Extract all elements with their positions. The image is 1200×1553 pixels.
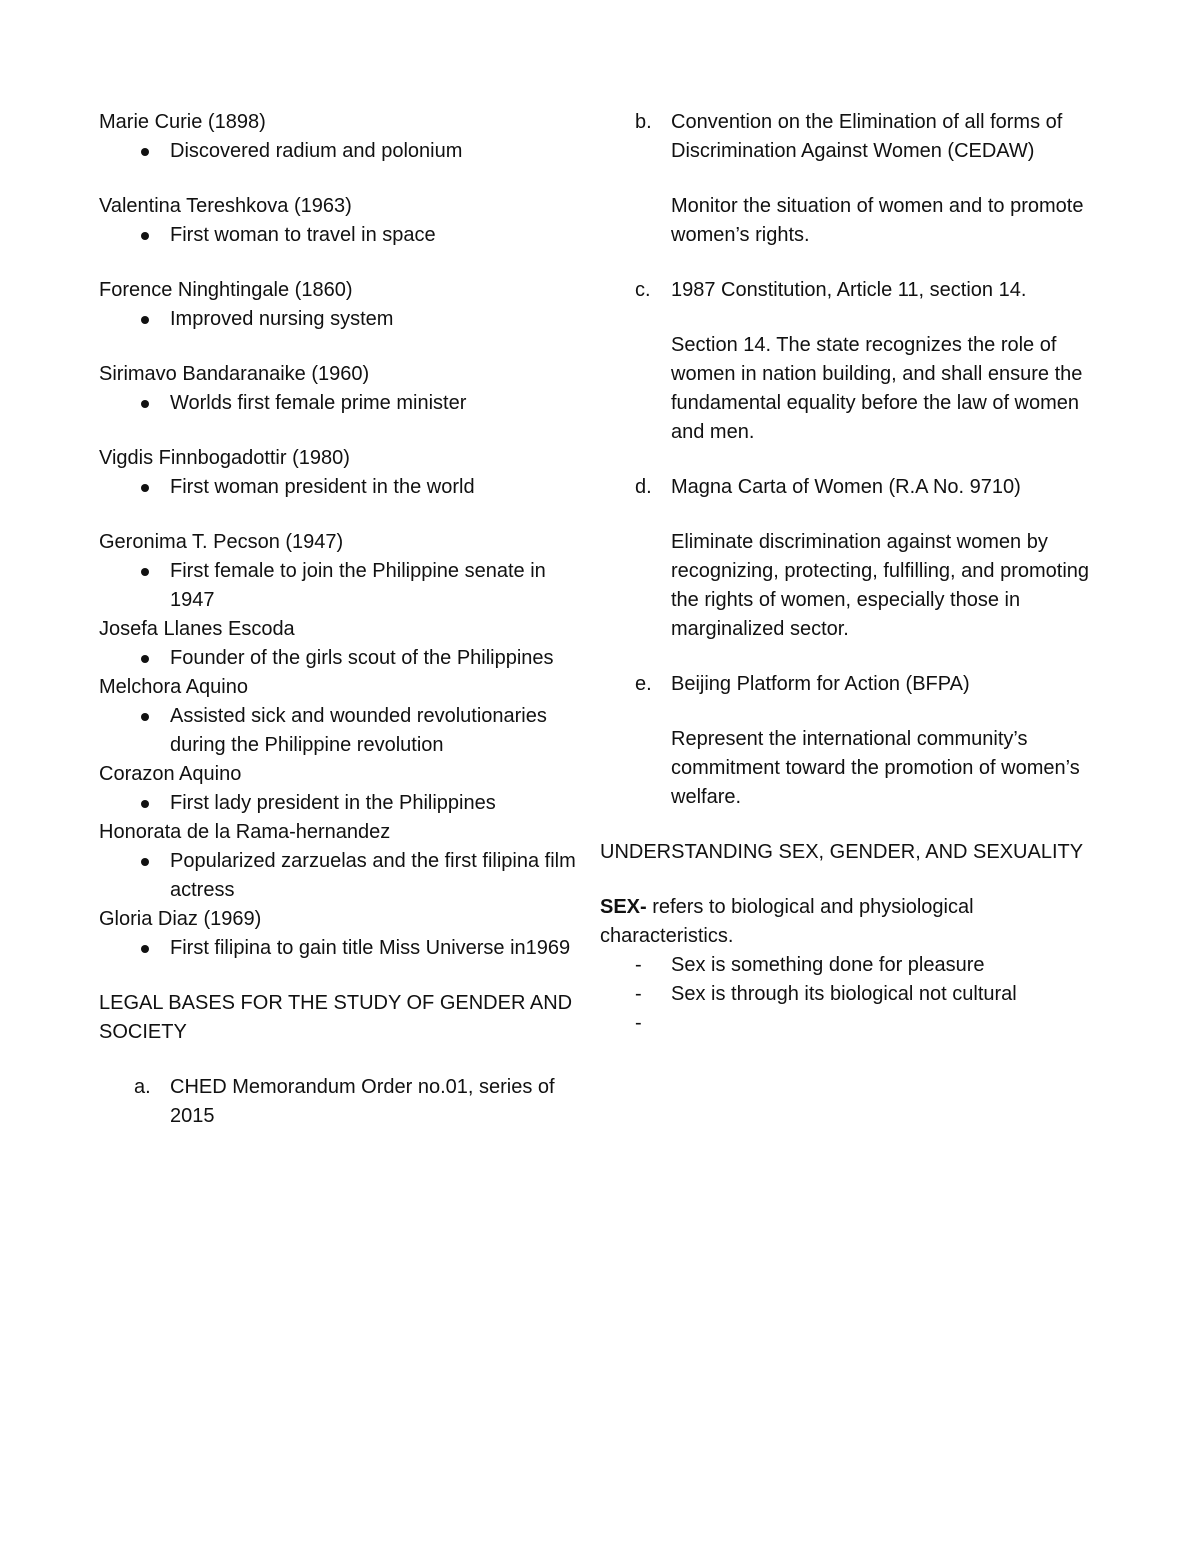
legal-item-e	[600, 670, 1090, 699]
list-marker: b.	[635, 111, 652, 133]
achievement-item: Founder of the girls scout of the Philippines	[99, 644, 589, 673]
achievement-list	[99, 221, 589, 250]
legal-bases-heading: LEGAL BASES FOR THE STUDY OF GENDER AND SOCIETY	[99, 992, 573, 1043]
achievement-item: First woman president in the world	[99, 473, 589, 502]
legal-item-description: Monitor the situation of women and to promote women’s rights.	[671, 195, 1084, 246]
legal-item-description: Eliminate discrimination against women by recognizing, protecting, fulfilling, and promoting the rights of women, especially those in marginalized sector.	[671, 531, 1090, 640]
legal-item-b	[600, 108, 1090, 166]
person-name: Valentina Tereshkova (1963)	[99, 195, 352, 217]
achievement-item: First lady president in the Philippines	[99, 789, 589, 818]
list-marker: e.	[635, 673, 652, 695]
achievement-item: First female to join the Philippine senate in 1947	[99, 557, 589, 615]
achievement-item: First filipina to gain title Miss Universe in1969	[99, 934, 589, 963]
person-name: Josefa Llanes Escoda	[99, 618, 295, 640]
achievement-list	[99, 557, 589, 615]
list-marker: d.	[635, 476, 652, 498]
person-name: Honorata de la Rama-hernandez	[99, 821, 391, 843]
achievement-list	[99, 847, 589, 905]
understanding-heading: UNDERSTANDING SEX, GENDER, AND SEXUALITY	[600, 841, 1084, 863]
left-column	[99, 108, 589, 1131]
legal-item-text: CHED Memorandum Order no.01, series of 2015	[170, 1076, 555, 1127]
list-item	[600, 951, 1090, 980]
achievement-item: First woman to travel in space	[99, 221, 589, 250]
achievement-list	[99, 305, 589, 334]
person-name: Forence Ninghtingale (1860)	[99, 279, 353, 301]
achievement-list	[99, 934, 589, 963]
legal-item-d	[600, 473, 1090, 502]
person-name: Geronima T. Pecson (1947)	[99, 531, 344, 553]
person-name: Melchora Aquino	[99, 676, 248, 698]
right-column	[600, 108, 1090, 1038]
sex-point-text: Sex is something done for pleasure	[671, 954, 985, 976]
dash-marker: -	[635, 1012, 642, 1034]
person-name: Marie Curie (1898)	[99, 111, 266, 133]
legal-item-title: Magna Carta of Women (R.A No. 9710)	[671, 476, 1021, 498]
achievement-list	[99, 644, 589, 673]
person-name: Vigdis Finnbogadottir (1980)	[99, 447, 350, 469]
person-name: Gloria Diaz (1969)	[99, 908, 262, 930]
achievement-list	[99, 137, 589, 166]
sex-definition	[600, 893, 1090, 951]
legal-item-c	[600, 276, 1090, 305]
person-name: Corazon Aquino	[99, 763, 242, 785]
list-item	[600, 1009, 1090, 1038]
legal-item-description: Represent the international community’s commitment toward the promotion of women’s welfare.	[671, 728, 1080, 808]
list-marker: c.	[635, 279, 651, 301]
sex-definition-text: refers to biological and physiological characteristics.	[600, 896, 974, 947]
achievement-item: Improved nursing system	[99, 305, 589, 334]
list-marker: a.	[134, 1076, 151, 1098]
legal-item-a	[99, 1073, 589, 1131]
list-item	[600, 980, 1090, 1009]
achievement-item: Worlds first female prime minister	[99, 389, 589, 418]
legal-item-title: Beijing Platform for Action (BFPA)	[671, 673, 970, 695]
achievement-list	[99, 389, 589, 418]
achievement-item: Popularized zarzuelas and the first filipina film actress	[99, 847, 589, 905]
sex-point-text: Sex is through its biological not cultural	[671, 983, 1017, 1005]
people-list	[99, 108, 589, 989]
legal-item-description: Section 14. The state recognizes the role of women in nation building, and shall ensure the fundamental equality before the law of women and men.	[671, 334, 1083, 443]
achievement-item: Discovered radium and polonium	[99, 137, 589, 166]
achievement-list	[99, 789, 589, 818]
dash-marker: -	[635, 954, 642, 976]
achievement-list	[99, 702, 589, 760]
person-name: Sirimavo Bandaranaike (1960)	[99, 363, 370, 385]
dash-marker: -	[635, 983, 642, 1005]
achievement-item: Assisted sick and wounded revolutionaries during the Philippine revolution	[99, 702, 589, 760]
legal-item-title: 1987 Constitution, Article 11, section 14.	[671, 279, 1027, 301]
achievement-list	[99, 473, 589, 502]
legal-item-title: Convention on the Elimination of all forms of Discrimination Against Women (CEDAW)	[671, 111, 1063, 162]
sex-term: SEX-	[600, 896, 647, 918]
sex-points-list	[600, 951, 1090, 1038]
